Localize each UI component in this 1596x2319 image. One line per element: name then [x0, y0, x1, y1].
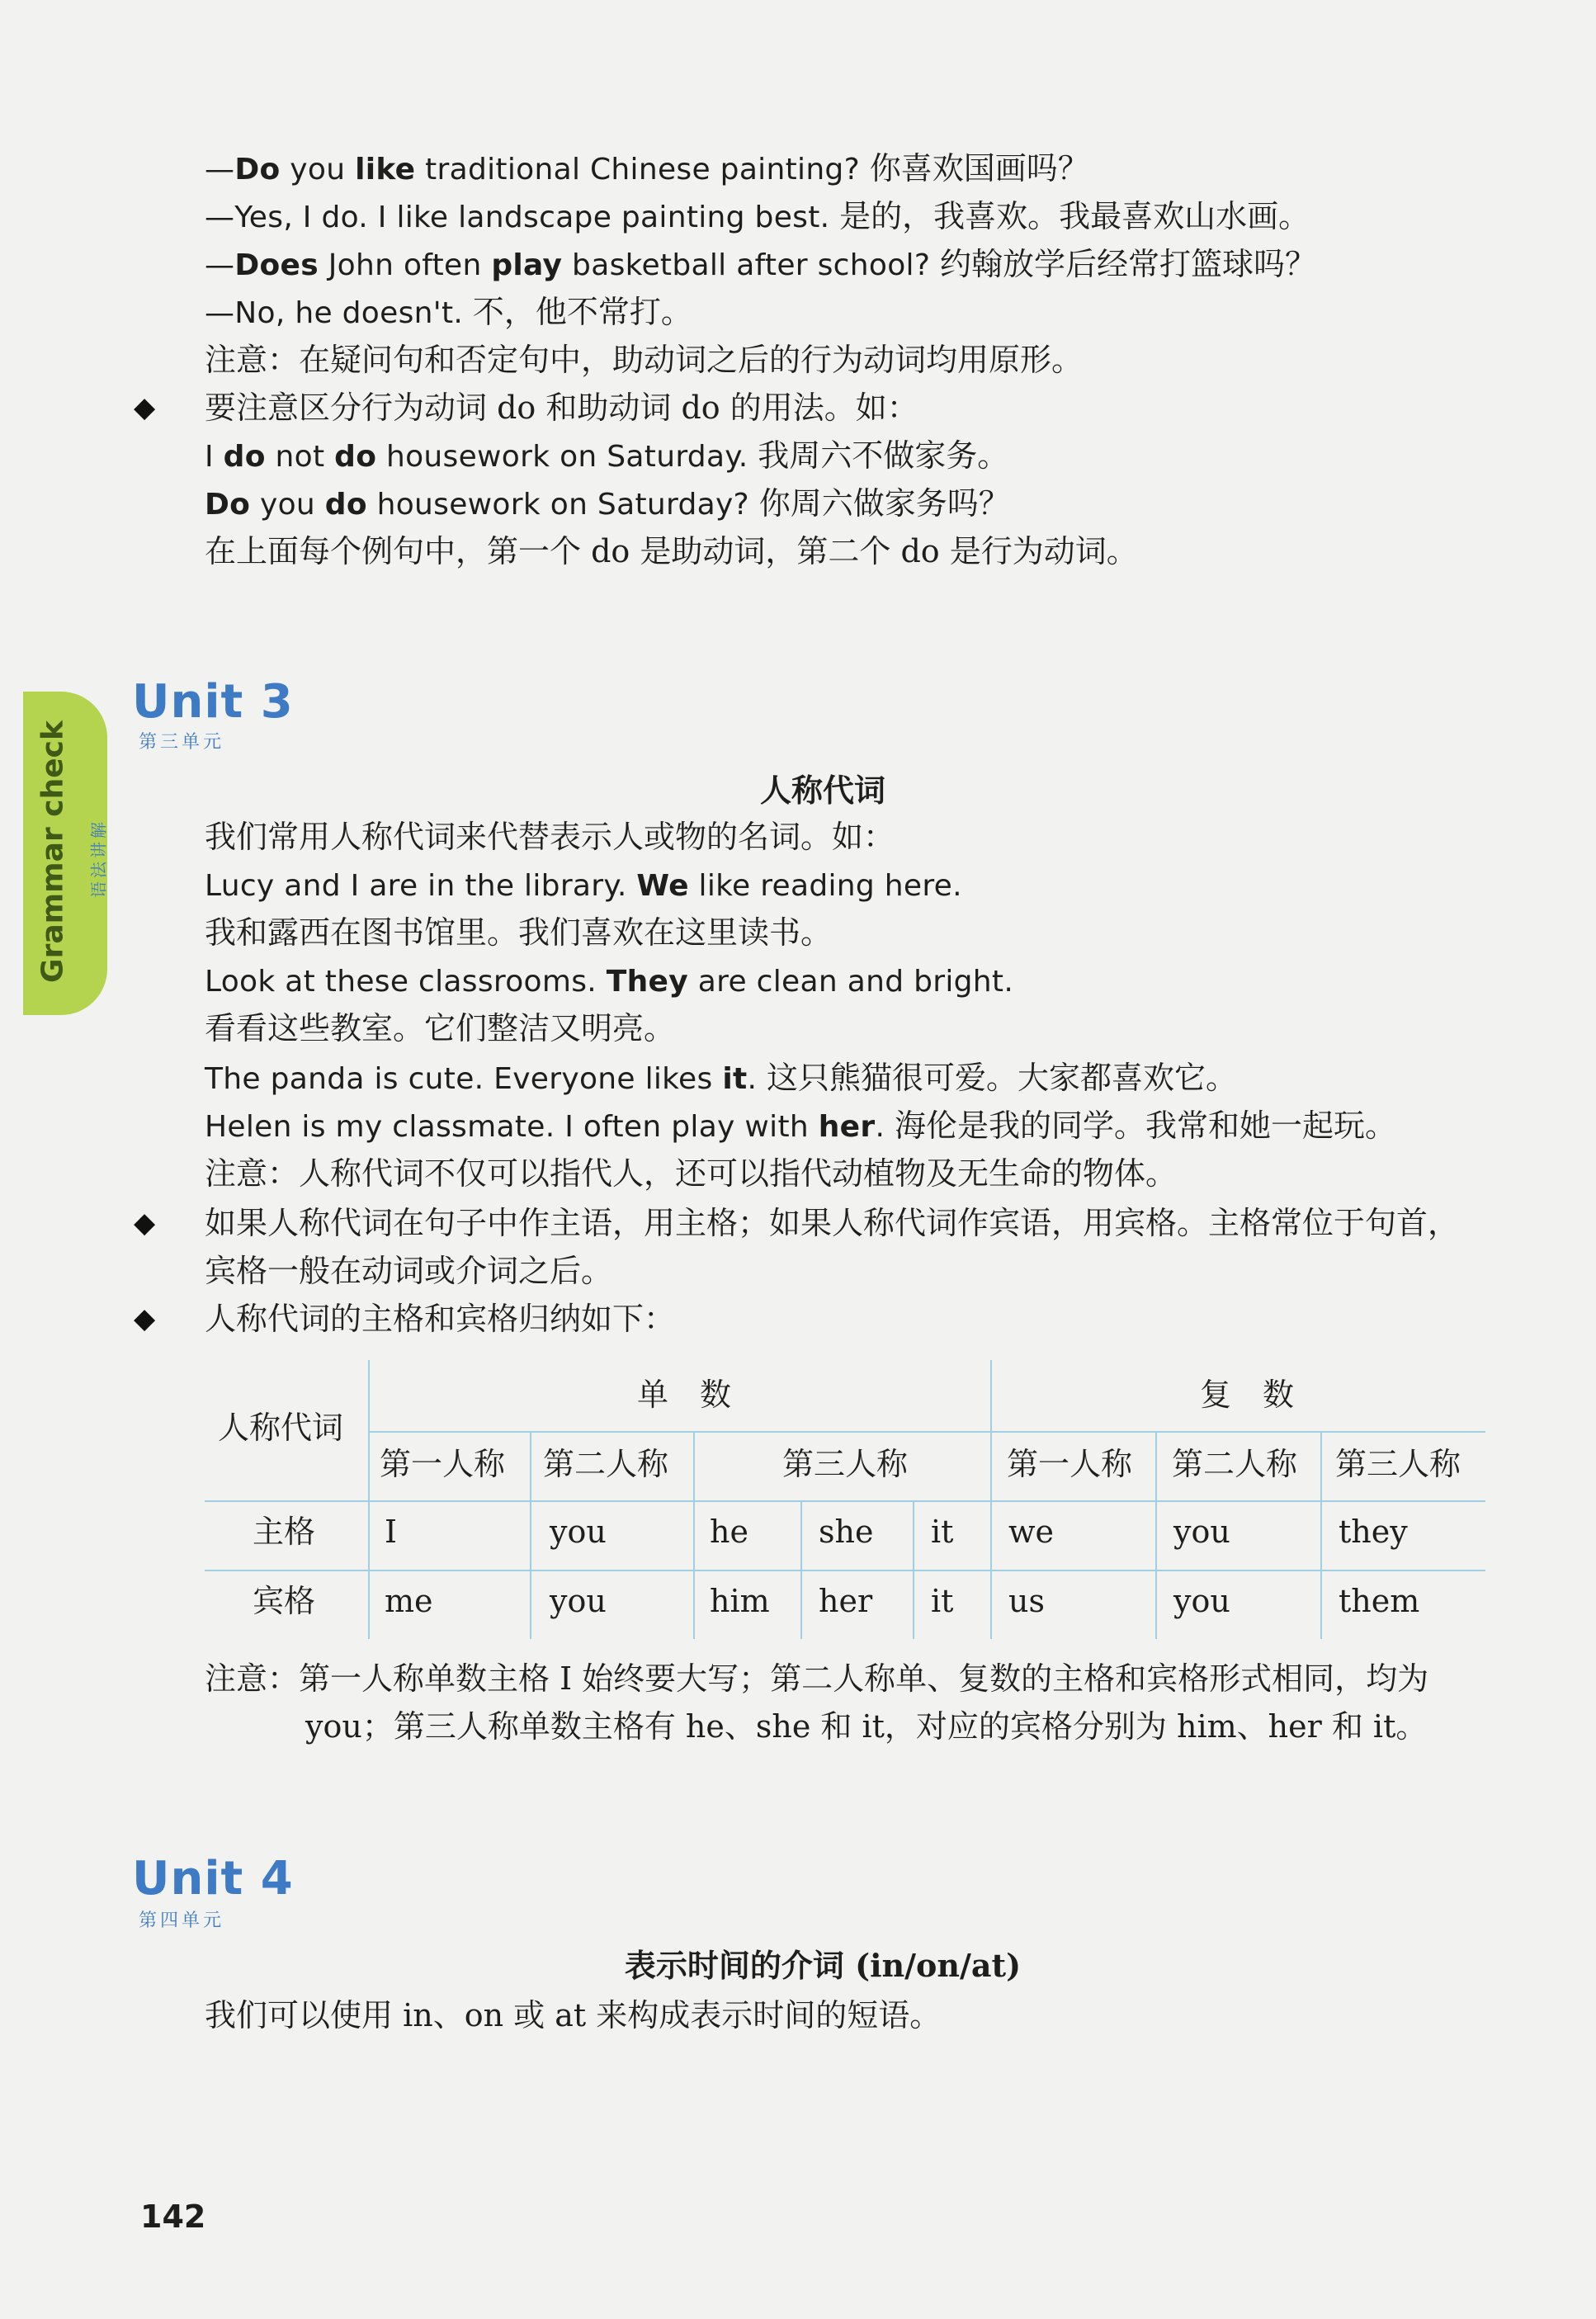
pronoun-table	[205, 1360, 1485, 1619]
table-person-header: 第三人称	[1335, 1446, 1461, 1482]
text-segment: 注意：在疑问句和否定句中，助动词之后的行为动词均用原形。	[205, 342, 1084, 378]
text-line	[205, 244, 1316, 286]
text-segment: 约翰放学后经常打篮球吗？	[940, 246, 1317, 282]
bullet-summary: 人称代词的主格和宾格归纳如下：	[205, 1301, 676, 1337]
text-segment: —	[205, 248, 235, 282]
objective-pronoun: him	[710, 1583, 770, 1619]
text-line	[205, 436, 1008, 477]
text-segment: The panda is cute. Everyone likes	[205, 1062, 723, 1096]
text-segment: not	[265, 440, 335, 474]
text-line	[205, 961, 1013, 1002]
text-segment: you	[280, 153, 356, 187]
emphasized-word: Do	[205, 488, 251, 522]
page-number: 142	[140, 2199, 206, 2235]
emphasized-word: do	[334, 440, 377, 474]
text-line	[205, 817, 895, 857]
nominative-pronoun: we	[1008, 1514, 1055, 1550]
unit4-heading: 表示时间的介词 (in/on/at)	[624, 1947, 1022, 1984]
side-tab-title: Grammar check	[35, 720, 70, 983]
emphasized-word: her	[818, 1110, 876, 1144]
emphasized-word: play	[491, 248, 563, 282]
row-label-objective: 宾格	[252, 1583, 315, 1619]
objective-pronoun: you	[550, 1583, 607, 1619]
row-label-nominative: 主格	[252, 1514, 315, 1550]
text-segment: 我和露西在图书馆里。我们喜欢在这里读书。	[205, 914, 833, 951]
table-corner-header: 人称代词	[218, 1410, 344, 1446]
text-line	[205, 340, 1083, 380]
bullet-do-usage: 要注意区分行为动词 do 和助动词 do 的用法。如：	[205, 390, 918, 426]
side-tab-subtitle: 语法讲解	[88, 819, 109, 898]
text-line	[205, 1058, 1237, 1099]
text-line	[205, 292, 692, 333]
text-segment: —No, he doesn't.	[205, 296, 473, 330]
text-line	[205, 484, 1010, 525]
text-segment: John often	[318, 248, 492, 282]
unit4-text: 我们可以使用 in、on 或 at 来构成表示时间的短语。	[205, 1997, 942, 2033]
nominative-pronoun: it	[931, 1514, 954, 1550]
text-segment: Helen is my classmate. I often play with	[205, 1110, 819, 1144]
text-segment: 看看这些教室。它们整洁又明亮。	[205, 1010, 676, 1046]
text-segment: 这只熊猫很可爱。大家都喜欢它。	[766, 1060, 1237, 1096]
nominative-pronoun: you	[1173, 1514, 1230, 1550]
text-segment: 海伦是我的同学。我常和她一起玩。	[894, 1108, 1396, 1144]
table-note-line1: 注意：第一人称单数主格 I 始终要大写；第二人称单、复数的主格和宾格形式相同，均为	[205, 1660, 1429, 1697]
table-person-header: 第二人称	[543, 1446, 669, 1482]
table-person-header: 第一人称	[1007, 1446, 1133, 1482]
unit3-subtitle: 第三单元	[139, 732, 225, 753]
objective-pronoun: me	[385, 1583, 433, 1619]
text-line	[205, 865, 962, 906]
text-line	[205, 1008, 675, 1048]
unit4-subtitle: 第四单元	[139, 1910, 225, 1931]
text-segment: Lucy and I are in the library.	[205, 869, 637, 903]
bullet-diamond-icon: ◆	[134, 1302, 156, 1335]
text-segment: I	[205, 440, 224, 474]
text-segment: —	[205, 153, 235, 187]
text-segment: .	[747, 1062, 767, 1096]
table-person-header: 第三人称	[782, 1446, 909, 1482]
bullet-subject-object-line2: 宾格一般在动词或介词之后。	[205, 1253, 613, 1289]
text-segment: 你周六做家务吗？	[758, 485, 1010, 522]
text-segment: 是的，我喜欢。我最喜欢山水画。	[839, 198, 1310, 234]
text-segment: 我们常用人称代词来代替表示人或物的名词。如：	[205, 819, 895, 855]
text-segment: Look at these classrooms.	[205, 965, 607, 999]
unit3-title: Unit 3	[132, 675, 294, 729]
text-segment: 在上面每个例句中，第一个 do 是助动词，第二个 do 是行为动词。	[205, 533, 1138, 569]
objective-pronoun: us	[1008, 1583, 1045, 1619]
nominative-pronoun: she	[819, 1514, 874, 1550]
text-segment: 我周六不做家务。	[758, 437, 1009, 474]
nominative-pronoun: they	[1339, 1514, 1408, 1550]
text-segment: —Yes, I do. I like landscape painting best.	[205, 201, 840, 234]
text-line	[205, 913, 832, 952]
emphasized-word: do	[324, 488, 367, 522]
text-segment: basketball after school?	[562, 248, 940, 282]
emphasized-word: like	[355, 153, 416, 187]
table-person-header: 第一人称	[380, 1446, 506, 1482]
emphasized-word: do	[223, 440, 266, 474]
bullet-subject-object-line1: 如果人称代词在句子中作主语，用主格；如果人称代词作宾语，用宾格。主格常位于句首，	[205, 1205, 1460, 1241]
emphasized-word: We	[636, 869, 689, 903]
emphasized-word: Do	[234, 153, 281, 187]
text-segment: housework on Saturday?	[366, 488, 759, 522]
text-segment: like reading here.	[688, 869, 962, 903]
nominative-pronoun: you	[550, 1514, 607, 1550]
emphasized-word: Does	[234, 248, 319, 282]
emphasized-word: They	[606, 965, 689, 999]
text-segment: housework on Saturday.	[376, 440, 758, 474]
table-header-plural: 复 数	[1200, 1377, 1295, 1413]
table-header-singular: 单 数	[637, 1377, 732, 1413]
unit4-title: Unit 4	[132, 1852, 294, 1906]
text-line	[205, 149, 1089, 190]
text-line	[205, 531, 1138, 571]
text-line	[205, 1154, 1177, 1193]
text-line	[205, 1106, 1396, 1147]
table-note-line2: you；第三人称单数主格有 he、she 和 it，对应的宾格分别为 him、her 和 it。	[305, 1708, 1428, 1745]
text-segment: .	[875, 1110, 895, 1144]
text-segment: 不，他不常打。	[472, 294, 692, 330]
bullet-diamond-icon: ◆	[134, 1207, 156, 1240]
text-segment: 你喜欢国画吗？	[869, 150, 1089, 187]
objective-pronoun: them	[1339, 1583, 1420, 1619]
text-segment: 注意：人称代词不仅可以指代人，还可以指代动植物及无生命的物体。	[205, 1155, 1178, 1192]
text-segment: you	[250, 488, 325, 522]
table-person-header: 第二人称	[1172, 1446, 1298, 1482]
nominative-pronoun: he	[710, 1514, 748, 1550]
objective-pronoun: it	[931, 1583, 954, 1619]
objective-pronoun: her	[819, 1583, 873, 1619]
nominative-pronoun: I	[385, 1514, 398, 1550]
text-line	[205, 196, 1310, 238]
objective-pronoun: you	[1173, 1583, 1230, 1619]
emphasized-word: it	[722, 1062, 748, 1096]
text-segment: traditional Chinese painting?	[415, 153, 870, 187]
unit3-heading: 人称代词	[759, 772, 885, 809]
text-segment: are clean and bright.	[688, 965, 1014, 999]
bullet-diamond-icon: ◆	[134, 391, 156, 424]
